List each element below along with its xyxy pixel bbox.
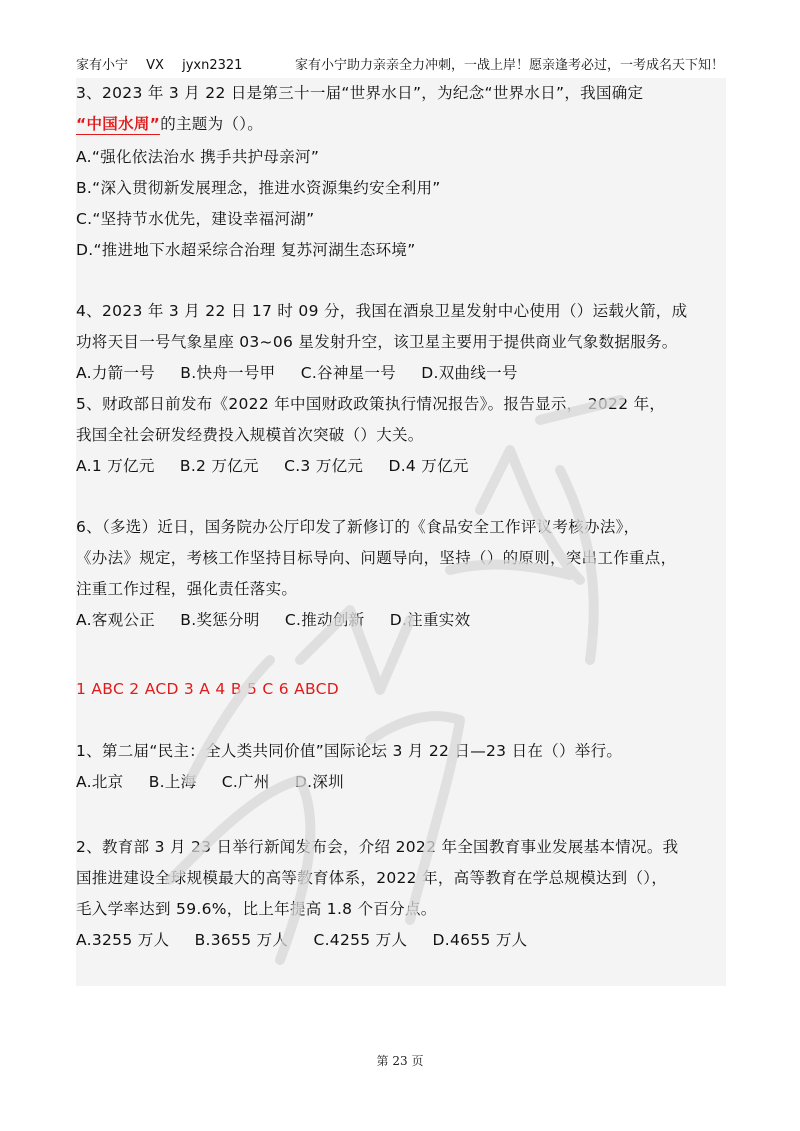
- question-stem-line1: 1、第二届“民主：全人类共同价值”国际论坛 3 月 22 日—23 日在（）举行。: [76, 742, 623, 760]
- answer-key: [76, 674, 726, 705]
- question-stem-line1: 4、2023 年 3 月 22 日 17 时 09 分，我国在酒泉卫星发射中心使用（）运载火箭，成: [76, 302, 688, 320]
- option-a: A.力箭一号: [76, 364, 156, 382]
- option-c: C.3 万亿元: [284, 457, 364, 475]
- header-vx-id: jyxn2321: [182, 58, 243, 73]
- option-b: B.快舟一号甲: [180, 364, 276, 382]
- option-a: A.“强化依法治水 携手共护母亲河”: [76, 148, 320, 166]
- option-d: D.4 万亿元: [388, 457, 469, 475]
- option-b: B.“深入贯彻新发展理念，推进水资源集约安全利用”: [76, 179, 441, 197]
- options-row: [76, 925, 726, 956]
- answer-key-text: 1 ABC 2 ACD 3 A 4 B 5 C 6 ABCD: [76, 680, 340, 698]
- question-3: [76, 78, 726, 266]
- option-b: B.2 万亿元: [179, 457, 259, 475]
- option-d: D.4655 万人: [432, 931, 528, 949]
- question-stem-line3: 毛入学率达到 59.6%，比上年提高 1.8 个百分点。: [76, 900, 437, 918]
- option-b: B.奖惩分明: [180, 611, 260, 629]
- question-4: [76, 296, 726, 389]
- header-name: 家有小宁: [76, 58, 129, 73]
- highlight-term: “中国水周”: [76, 115, 161, 133]
- option-a: A.1 万亿元: [76, 457, 155, 475]
- option-c: C.“坚持节水优先，建设幸福河湖”: [76, 210, 315, 228]
- question-stem-line2: 国推进建设全球规模最大的高等教育体系，2022 年，高等教育在学总规模达到（），: [76, 869, 668, 887]
- option-c: C.谷神星一号: [300, 364, 397, 382]
- question-5: [76, 389, 726, 482]
- question-stem-rest: 的主题为（）。: [160, 115, 264, 133]
- options-row: [76, 605, 726, 636]
- option-a: A.北京: [76, 773, 124, 791]
- question-stem-line2: 《办法》规定，考核工作坚持目标导向、问题导向，坚持（）的原则，突出工作重点，: [76, 549, 677, 567]
- options-row: [76, 451, 726, 482]
- page-header: [76, 54, 724, 73]
- option-c: C.4255 万人: [313, 931, 408, 949]
- option-d: D.注重实效: [389, 611, 471, 629]
- option-c: C.推动创新: [284, 611, 365, 629]
- header-slogan: 家有小宁助力亲亲全力冲刺，一战上岸！愿亲逢考必过，一考成名天下知！: [294, 58, 724, 73]
- document-body: [76, 78, 726, 986]
- options-row: [76, 358, 726, 389]
- page-number: 第 23 页: [376, 1054, 424, 1068]
- question-stem-line2: 我国全社会研发经费投入规模首次突破（）大关。: [76, 426, 424, 444]
- question-stem: 3、2023 年 3 月 22 日是第三十一届“世界水日”，为纪念“世界水日”，我国确定: [76, 84, 644, 102]
- option-b: B.上海: [148, 773, 197, 791]
- question-b1: [76, 736, 726, 798]
- option-d: D.“推进地下水超采综合治理 复苏河湖生态环境”: [76, 241, 416, 259]
- question-stem-line1: 2、教育部 3 月 23 日举行新闻发布会，介绍 2022 年全国教育事业发展基本情况。我: [76, 838, 679, 856]
- header-vx-label: VX: [146, 58, 164, 73]
- option-b: B.3655 万人: [194, 931, 289, 949]
- question-b2: [76, 832, 726, 956]
- question-stem-line1: 6、（多选）近日，国务院办公厅印发了新修订的《食品安全工作评议考核办法》，: [76, 518, 640, 536]
- header-left: [76, 54, 256, 73]
- question-6: [76, 512, 726, 636]
- option-d: D.深圳: [294, 773, 344, 791]
- options-row: [76, 767, 726, 798]
- question-stem-line2: [76, 109, 726, 140]
- question-stem-line3: 注重工作过程，强化责任落实。: [76, 580, 298, 598]
- option-c: C.广州: [221, 773, 270, 791]
- option-a: A.3255 万人: [76, 931, 170, 949]
- option-d: D.双曲线一号: [421, 364, 518, 382]
- option-a: A.客观公正: [76, 611, 156, 629]
- question-stem-line2: 功将天目一号气象星座 03~06 星发射升空，该卫星主要用于提供商业气象数据服务。: [76, 333, 678, 351]
- question-stem-line1: 5、财政部日前发布《2022 年中国财政政策执行情况报告》。报告显示， 2022 年，: [76, 395, 666, 413]
